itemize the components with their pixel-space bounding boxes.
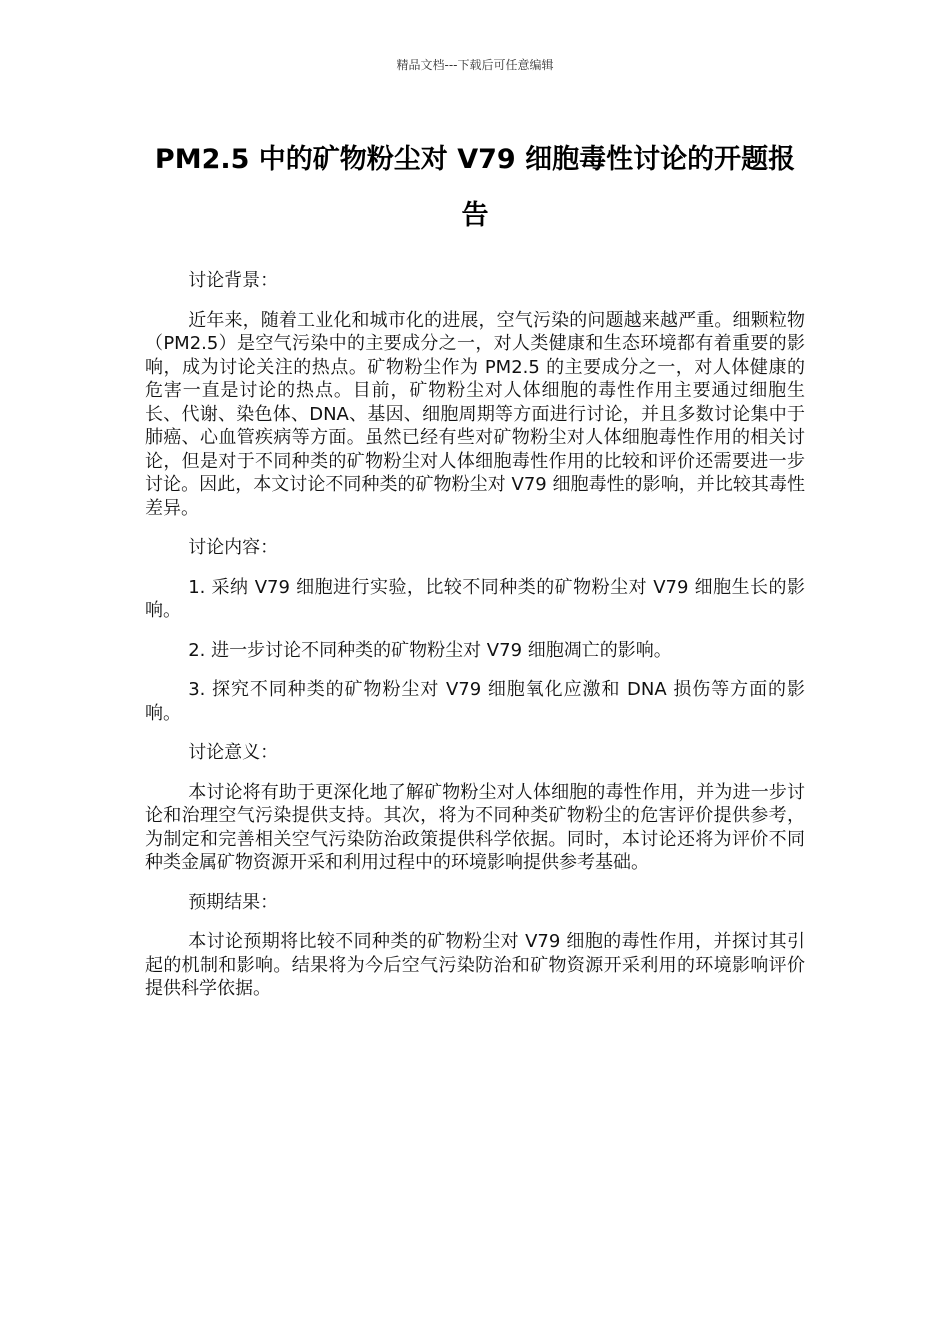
expected-results-paragraph: 本讨论预期将比较不同种类的矿物粉尘对 V79 细胞的毒性作用，并探讨其引起的机制和影响。结果将为今后空气污染防治和矿物资源开采利用的环境影响评价提供科学依据。 xyxy=(145,931,805,999)
section-heading-expected-results: 预期结果： xyxy=(188,891,279,913)
section-heading-significance: 讨论意义： xyxy=(188,742,279,763)
section-heading-background: 讨论背景： xyxy=(188,270,279,291)
page-header: 精品文档---下载后可任意编辑 xyxy=(396,58,554,72)
content-item-3: 3. 探究不同种类的矿物粉尘对 V79 细胞氧化应激和 DNA 损伤等方面的影响。 xyxy=(145,679,805,724)
background-paragraph: 近年来，随着工业化和城市化的进展，空气污染的问题越来越严重。细颗粒物（PM2.5）是空气污染中的主要成分之一，对人类健康和生态环境都有着重要的影响，成为讨论关注的热点。矿物粉尘作为 PM2.5 的主要成分之一，对人体健康的危害一直是讨论的热点。目前，矿物粉尘对人体细胞的毒性作用主要通过细胞生长、代谢、染色体、DNA、基因、细胞周期等方面进行讨论，并且多数讨论集中于肺癌、心血管疾病等方面。虽然已经有些对矿物粉尘对人体细胞毒性作用的相关讨论，但是对于不同种类的矿物粉尘对人体细胞毒性作用的比较和评价还需要进一步讨论。因此，本文讨论不同种类的矿物粉尘对 V79 细胞毒性的影响，并比较其毒性差异。 xyxy=(145,309,805,519)
document-title: PM2.5 中的矿物粉尘对 V79 细胞毒性讨论的开题报告 xyxy=(154,144,796,231)
content-item-1: 1. 采纳 V79 细胞进行实验，比较不同种类的矿物粉尘对 V79 细胞生长的影响。 xyxy=(145,576,805,621)
document-body xyxy=(145,269,805,1017)
section-heading-content: 讨论内容： xyxy=(188,537,279,558)
content-item-2: 2. 进一步讨论不同种类的矿物粉尘对 V79 细胞凋亡的影响。 xyxy=(188,639,672,661)
significance-paragraph: 本讨论将有助于更深化地了解矿物粉尘对人体细胞的毒性作用，并为进一步讨论和治理空气污染提供支持。其次，将为不同种类矿物粉尘的危害评价提供参考，为制定和完善相关空气污染防治政策提供科学依据。同时，本讨论还将为评价不同种类金属矿物资源开采和利用过程中的环境影响提供参考基础。 xyxy=(145,781,805,873)
